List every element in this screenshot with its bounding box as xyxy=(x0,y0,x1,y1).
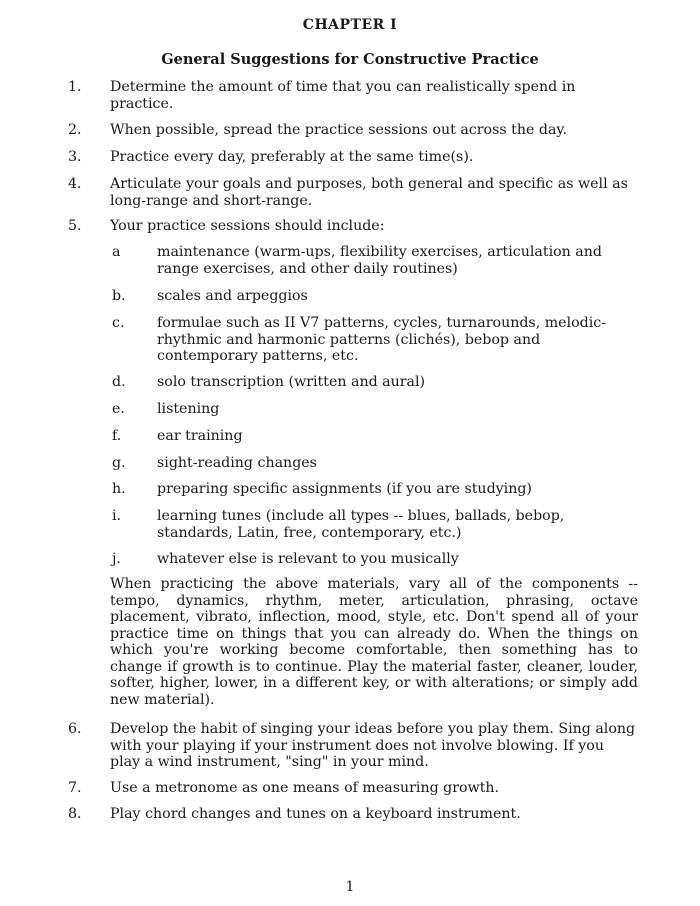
item-text: When possible, spread the practice sessions out across the day. xyxy=(110,122,568,138)
item-number: 7. xyxy=(68,780,82,796)
sub-item-text: learning tunes (include all types -- blues, ballads, bebop, standards, Latin, free, contemporary, etc.) xyxy=(157,508,565,541)
item-text: Determine the amount of time that you can realistically spend in practice. xyxy=(110,79,576,112)
sub-item-letter: f. xyxy=(112,428,122,444)
sub-item-text: listening xyxy=(157,401,220,417)
item-number: 2. xyxy=(68,122,82,138)
sub-item-text: solo transcription (written and aural) xyxy=(157,374,426,390)
page-number: 1 xyxy=(345,879,355,895)
sub-item-text: preparing specific assignments (if you are studying) xyxy=(157,481,532,497)
sub-item-letter: a xyxy=(112,244,121,260)
item-number: 4. xyxy=(68,176,82,192)
chapter-heading: CHAPTER I xyxy=(302,17,398,33)
item-number: 8. xyxy=(68,806,82,822)
sub-item-letter: e. xyxy=(112,401,125,417)
sub-item-text: whatever else is relevant to you musically xyxy=(157,551,459,567)
item-text: Develop the habit of singing your ideas before you play them. Sing along with your playing if your instrument does not involve blowing. If you play a wind instrument, "sing" in your mind. xyxy=(110,721,636,770)
sub-item-letter: h. xyxy=(112,481,126,497)
sub-item-text: scales and arpeggios xyxy=(157,288,308,304)
item-text: Use a metronome as one means of measuring growth. xyxy=(110,780,500,796)
item-text: Your practice sessions should include: xyxy=(110,218,385,234)
item-number: 3. xyxy=(68,149,82,165)
item-text: Articulate your goals and purposes, both general and specific as well as long-range and short-range. xyxy=(110,176,628,209)
practice-paragraph: When practicing the above materials, vary all of the components -- tempo, dynamics, rhythm, meter, articulation, phrasing, octave placement, vibrato, inflection, mood, style, etc. Don't spend all of your practice time on things that you can already do. When the things on which you're working become comfortable, then something has to change if growth is to continue. Play the material faster, cleaner, louder, softer, higher, lower, in a different key, or with alterations; or simply add new material). xyxy=(110,576,638,708)
item-number: 5. xyxy=(68,218,82,234)
section-title: General Suggestions for Constructive Practice xyxy=(161,51,539,68)
item-number: 6. xyxy=(68,721,82,737)
item-text: Play chord changes and tunes on a keyboard instrument. xyxy=(110,806,521,822)
sub-item-letter: b. xyxy=(112,288,126,304)
sub-item-letter: i. xyxy=(112,508,122,524)
sub-item-letter: d. xyxy=(112,374,126,390)
sub-item-text: formulae such as II V7 patterns, cycles, turnarounds, melodic-rhythmic and harmonic patterns (clichés), bebop and contemporary patterns, etc. xyxy=(157,315,607,364)
sub-item-text: sight-reading changes xyxy=(157,455,317,471)
sub-item-letter: j. xyxy=(112,551,121,567)
sub-item-text: ear training xyxy=(157,428,243,444)
sub-item-text: maintenance (warm-ups, flexibility exercises, articulation and range exercises, and other daily routines) xyxy=(157,244,602,277)
sub-item-letter: g. xyxy=(112,455,126,471)
item-text: Practice every day, preferably at the same time(s). xyxy=(110,149,474,165)
item-number: 1. xyxy=(68,79,82,95)
sub-item-letter: c. xyxy=(112,315,125,331)
